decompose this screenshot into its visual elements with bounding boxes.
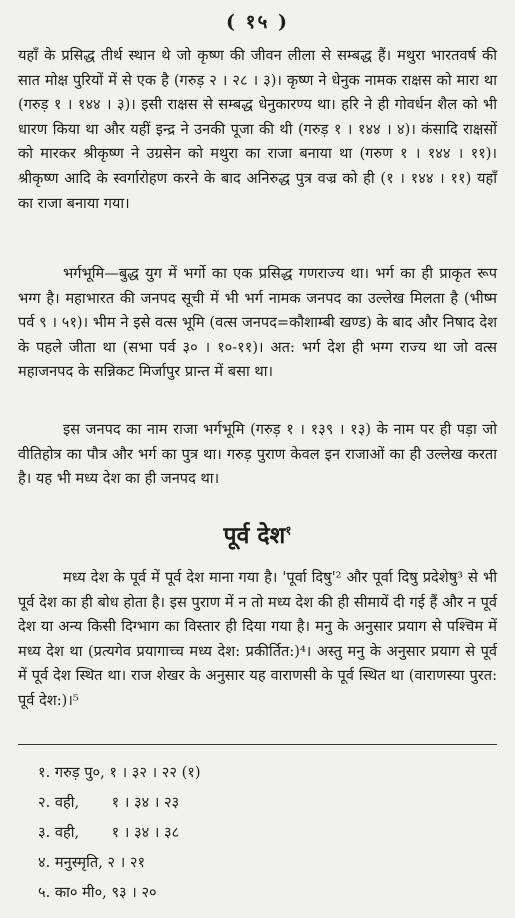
footnote-item: ५. का० मी०, ९३ । २० bbox=[38, 884, 157, 901]
section-heading bbox=[0, 518, 515, 550]
footnote-item: १. गरुड़ पु०, १ । ३२ । २२ (१) bbox=[38, 764, 201, 781]
paragraph-mathura bbox=[18, 44, 497, 216]
heading-footnote-marker: १ bbox=[285, 523, 292, 538]
page-number: ( १५ ) bbox=[226, 11, 289, 33]
footnote-item: ४. मनुस्मृति, २ । २१ bbox=[38, 854, 146, 871]
footnote-item: ३. वही, १ । ३४ । ३८ bbox=[38, 824, 180, 841]
heading-text: पूर्व देश bbox=[223, 522, 286, 549]
paragraph-text: भर्गभूमि—बुद्ध युग में भर्गो का एक प्रसिद्ध गणराज्य था। भर्ग का ही प्राकृत रूप भग्ग है। महाभारत की जनपद सूची में भी भर्ग नामक जनपद का उल्लेख मिलता है (भीष्म पर्व ९ । ५१)। भीम ने इसे वत्स भूमि (वत्स जनपद=कौशाम्बी खण्ड) के बाद और निषाद देश के पहले जीता था (सभा पर्व ३० । १०-११)। अत: भर्ग देश ही भग्ग राज्य था जो वत्स महाजनपद के सन्निकट मिर्जापुर प्रान्त में बसा था। bbox=[18, 265, 497, 381]
paragraph-text: मध्य देश के पूर्व में पूर्व देश माना गया है। 'पूर्वा दिषु'² और पूर्वा दिषु प्रदेशेषु³ से भी पूर्व देश का ही बोध होता है। इस पुराण में न तो मध्य देश की ही सीमायें दी गई हैं और न पूर्व देश या अन्य किसी दिग्भाग का विस्तार ही दिया गया है। मनु के अनुसार प्रयाग से पश्चिम में मध्य देश था (प्रत्यगेव प्रयागाच्च मध्य देश: प्रकीर्तित:)⁴। अस्तु मनु के अनुसार प्रयाग से पूर्व में पूर्व देश स्थित था। राज शेखर के अनुसार यह वाराणसी के पूर्व स्थित था (वाराणस्या पुरत: पूर्व देश:)।⁵ bbox=[18, 569, 497, 709]
footnote-item: २. वही, १ । ३४ । २३ bbox=[38, 794, 180, 811]
footnote-divider bbox=[18, 744, 497, 745]
paragraph-text: इस जनपद का नाम राजा भर्गभूमि (गरुड़ १ । १३९ । १३) के नाम पर ही पड़ा जो वीतिहोत्र का पौत्र और भर्ग का पुत्र था। गरुड़ पुराण केवल इन राजाओं का ही उल्लेख करता है। यह भी मध्य देश का ही जनपद था। bbox=[18, 421, 497, 488]
paragraph-purva-desh bbox=[18, 566, 497, 714]
paragraph-janapada bbox=[18, 418, 497, 492]
paragraph-bhargabhumi bbox=[18, 262, 497, 385]
footnotes bbox=[38, 758, 478, 908]
paragraph-text: यहाँ के प्रसिद्ध तीर्थ स्थान थे जो कृष्ण की जीवन लीला से सम्बद्ध हैं। मथुरा भारतवर्ष की सात मोक्ष पुरियों में से एक है (गरुड़ २ । २८ । ३)। कृष्ण ने धेनुक नामक राक्षस को मारा था (गरुड़ १ । १४४ । ३)। इसी राक्षस से सम्बद्ध धेनुकारण्य था। हरि ने ही गोवर्धन शैल को भी धारण किया था और यहीं इन्द्र ने उनकी पूजा की थी (गरुड़ १ । १४४ । ४)। कंसादि राक्षसों को मारकर श्रीकृष्ण ने उग्रसेन को मथुरा का राजा बनाया था (गरुण १ । १४४ । ११)। श्रीकृष्ण आदि के स्वर्गारोहण करने के बाद अनिरुद्ध पुत्र वज्र को ही (१ । १४४ । ११) यहाँ का राजा बनाया गया। bbox=[18, 47, 497, 212]
